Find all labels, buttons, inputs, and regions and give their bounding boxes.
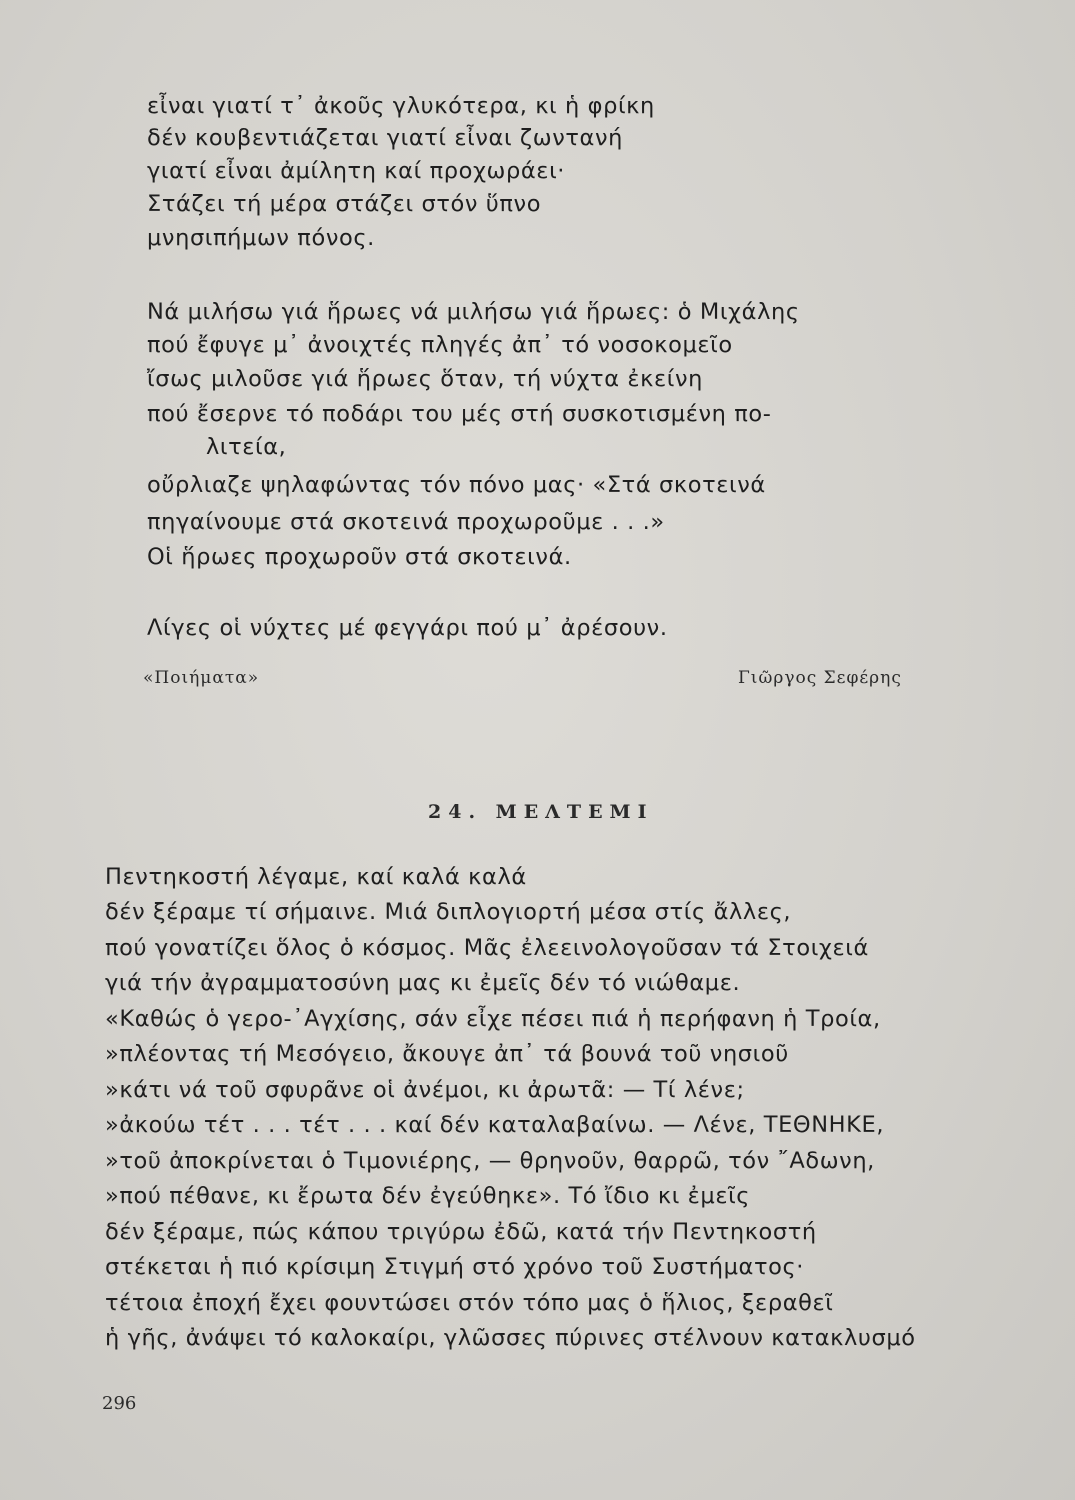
poem-line: Στάζει τή μέρα στάζει στόν ὕπνο — [147, 191, 542, 217]
text-line: »πλέοντας τή Μεσόγειο, ἄκουγε ἀπ᾿ τά βουνά τοῦ νησιοῦ — [105, 1041, 789, 1067]
text-line: »ἀκούω τέτ . . . τέτ . . . καί δέν καταλαβαίνω. — Λένε, ΤΕΘΝΗΚΕ, — [105, 1112, 885, 1138]
text-line: πού γονατίζει ὅλος ὁ κόσμος. Μᾶς ἐλεεινολογοῦσαν τά Στοιχειά — [105, 935, 869, 961]
text-line: γιά τήν ἀγραμματοσύνη μας κι ἐμεῖς δέν τό νιώθαμε. — [105, 970, 741, 996]
poem-line: λιτεία, — [206, 434, 287, 460]
poem-line: εἶναι γιατί τ᾿ ἀκοῦς γλυκότερα, κι ἡ φρίκη — [147, 93, 655, 119]
poem-line: γιατί εἶναι ἀμίλητη καί προχωράει· — [147, 158, 566, 184]
text-line: «Καθώς ὁ γερο-᾿Αγχίσης, σάν εἶχε πέσει πιά ἡ περήφανη ἡ Τροία, — [105, 1006, 881, 1032]
text-line: στέκεται ἡ πιό κρίσιμη Στιγμή στό χρόνο τοῦ Συστήματος· — [105, 1254, 805, 1280]
poem-line: Οἱ ἥρωες προχωροῦν στά σκοτεινά. — [147, 544, 572, 570]
poem-line: Λίγες οἱ νύχτες μέ φεγγάρι πού μ᾿ ἀρέσουν. — [147, 615, 668, 641]
text-line: Πεντηκοστή λέγαμε, καί καλά καλά — [105, 864, 527, 890]
text-line: ἡ γῆς, ἀνάψει τό καλοκαίρι, γλῶσσες πύρινες στέλνουν κατακλυσμό — [105, 1325, 916, 1351]
text-line: δέν ξέραμε, πώς κάπου τριγύρω ἐδῶ, κατά τήν Πεντηκοστή — [105, 1219, 817, 1245]
text-line: »κάτι νά τοῦ σφυρᾶνε οἱ ἀνέμοι, κι ἀρωτᾶ: — Τί λένε; — [105, 1077, 745, 1103]
poem-line: δέν κουβεντιάζεται γιατί εἶναι ζωντανή — [147, 125, 623, 151]
poem-line: Νά μιλήσω γιά ἥρωες νά μιλήσω γιά ἥρωες: ὁ Μιχάλης — [147, 299, 800, 325]
page-number: 296 — [102, 1393, 137, 1414]
poem-line: πού ἔσερνε τό ποδάρι του μές στή συσκοτισμένη πο- — [147, 401, 772, 427]
poem-source: «Ποιήματα» — [143, 668, 260, 688]
section-heading: 24. ΜΕΛΤΕΜΙ — [428, 801, 654, 823]
poem-line: πηγαίνουμε στά σκοτεινά προχωροῦμε . . .» — [147, 509, 665, 535]
poem-line: μνησιπήμων πόνος. — [147, 225, 375, 251]
poem-author: Γιῶργος Σεφέρης — [738, 668, 902, 688]
poem-line: οὔρλιαζε ψηλαφώντας τόν πόνο μας· «Στά σκοτεινά — [147, 472, 766, 498]
text-line: δέν ξέραμε τί σήμαινε. Μιά διπλογιορτή μέσα στίς ἄλλες, — [105, 899, 792, 925]
text-line: »τοῦ ἀποκρίνεται ὁ Τιμονιέρης, — θρηνοῦν, θαρρῶ, τόν ῎Αδωνη, — [105, 1148, 875, 1174]
poem-line: πού ἔφυγε μ᾿ ἀνοιχτές πληγές ἀπ᾿ τό νοσοκομεῖο — [147, 332, 733, 358]
text-line: τέτοια ἐποχή ἔχει φουντώσει στόν τόπο μας ὁ ἥλιος, ξεραθεῖ — [105, 1290, 834, 1316]
poem-line: ἴσως μιλοῦσε γιά ἥρωες ὅταν, τή νύχτα ἐκείνη — [147, 366, 704, 392]
text-line: »πού πέθανε, κι ἔρωτα δέν ἐγεύθηκε». Τό ἴδιο κι ἐμεῖς — [105, 1183, 751, 1209]
